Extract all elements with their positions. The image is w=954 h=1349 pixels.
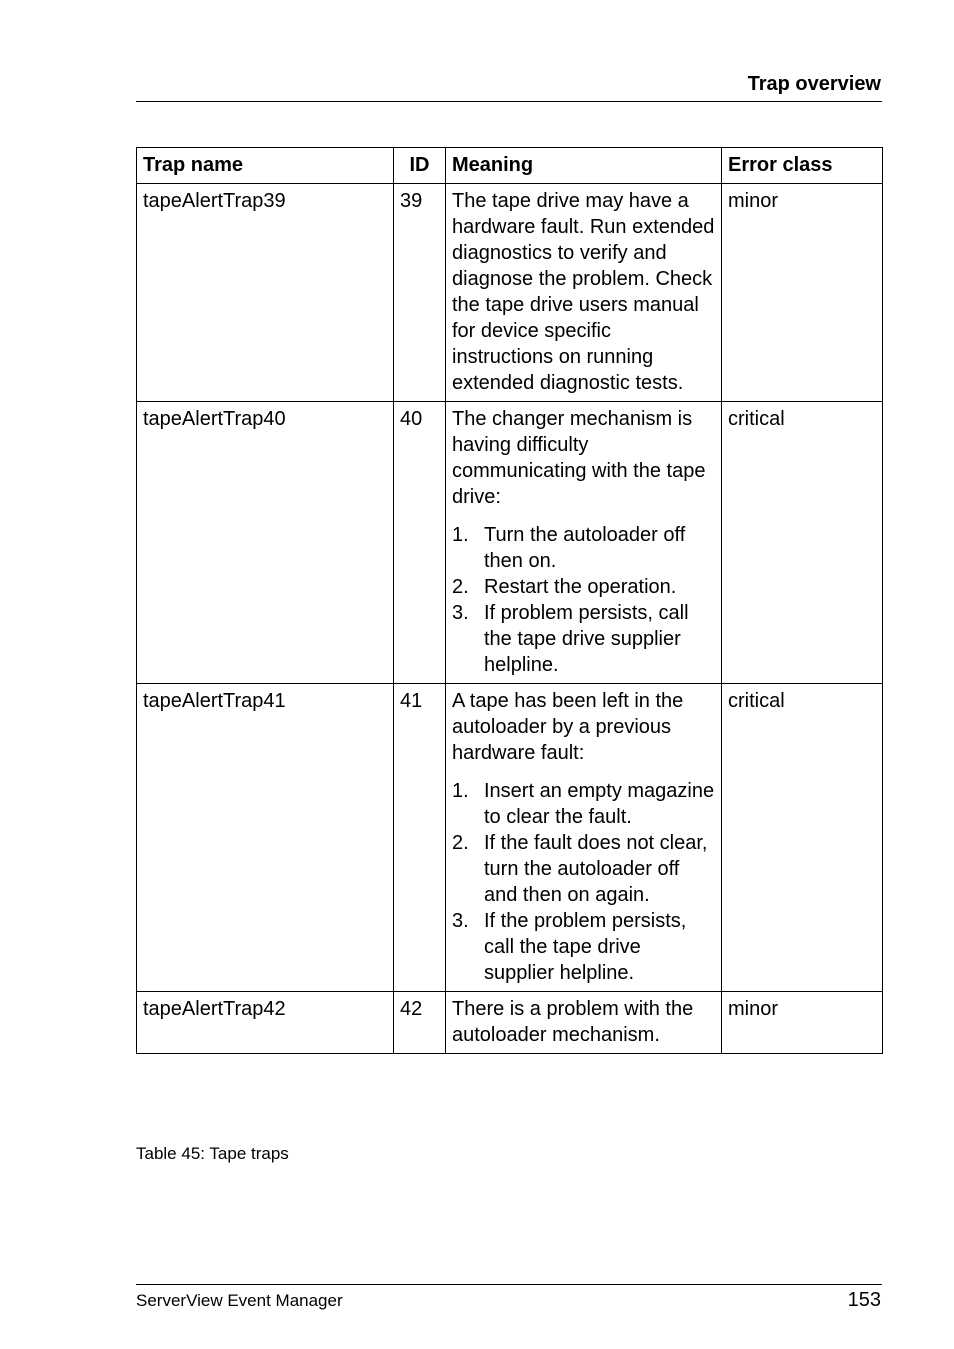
trap-name-cell: tapeAlertTrap42 xyxy=(137,992,394,1054)
meaning-cell xyxy=(446,992,722,1054)
meaning-text: The tape drive may have a hardware fault. Run extended diagnostics to verify and diagnose the problem. Check the tape drive users manual for device specific instructions on running extended diagnostic tests. xyxy=(452,190,715,394)
list-item xyxy=(452,830,715,908)
column-header-id: ID xyxy=(394,148,446,184)
table-row xyxy=(137,184,883,402)
step-text: Turn the autoloader off then on. xyxy=(484,524,686,572)
trap-id-cell: 41 xyxy=(394,684,446,992)
steps-list xyxy=(452,522,715,678)
table-caption: Table 45: Tape traps xyxy=(136,1144,289,1163)
trap-id-cell: 40 xyxy=(394,402,446,684)
error-class-cell: critical xyxy=(722,402,883,684)
list-item xyxy=(452,574,715,600)
trap-id-cell: 39 xyxy=(394,184,446,402)
footer-document-title: ServerView Event Manager xyxy=(136,1291,343,1310)
steps-list xyxy=(452,778,715,986)
step-text: Restart the operation. xyxy=(484,576,677,598)
meaning-text: There is a problem with the autoloader mechanism. xyxy=(452,998,694,1046)
step-number: 2. xyxy=(452,832,469,854)
step-text: If the fault does not clear, turn the autoloader off and then on again. xyxy=(484,832,708,906)
tape-traps-table xyxy=(136,147,883,1054)
step-number: 3. xyxy=(452,602,469,624)
step-number: 3. xyxy=(452,910,469,932)
column-header-meaning: Meaning xyxy=(446,148,722,184)
header-rule xyxy=(136,101,882,102)
list-item xyxy=(452,522,715,574)
page-header-title: Trap overview xyxy=(747,73,881,95)
list-item xyxy=(452,908,715,986)
list-item xyxy=(452,600,715,678)
step-text: If the problem persists, call the tape drive supplier helpline. xyxy=(484,910,687,984)
step-number: 1. xyxy=(452,524,469,546)
table-row xyxy=(137,684,883,992)
column-header-error-class: Error class xyxy=(722,148,883,184)
page-number: 153 xyxy=(847,1289,881,1311)
error-class-cell: minor xyxy=(722,184,883,402)
list-item xyxy=(452,778,715,830)
error-class-cell: critical xyxy=(722,684,883,992)
trap-name-cell: tapeAlertTrap41 xyxy=(137,684,394,992)
error-class-cell: minor xyxy=(722,992,883,1054)
column-header-trap-name: Trap name xyxy=(137,148,394,184)
meaning-cell xyxy=(446,402,722,684)
trap-id-cell: 42 xyxy=(394,992,446,1054)
step-number: 1. xyxy=(452,780,469,802)
step-number: 2. xyxy=(452,576,469,598)
step-text: Insert an empty magazine to clear the fault. xyxy=(484,780,715,828)
meaning-cell xyxy=(446,684,722,992)
meaning-cell xyxy=(446,184,722,402)
meaning-text: A tape has been left in the autoloader by a previous hardware fault: xyxy=(452,690,684,764)
meaning-text: The changer mechanism is having difficulty communicating with the tape drive: xyxy=(452,408,706,508)
table-header-row xyxy=(137,148,883,184)
trap-name-cell: tapeAlertTrap39 xyxy=(137,184,394,402)
table-row xyxy=(137,992,883,1054)
trap-name-cell: tapeAlertTrap40 xyxy=(137,402,394,684)
step-text: If problem persists, call the tape drive supplier helpline. xyxy=(484,602,689,676)
table-row xyxy=(137,402,883,684)
footer-rule xyxy=(136,1284,882,1285)
